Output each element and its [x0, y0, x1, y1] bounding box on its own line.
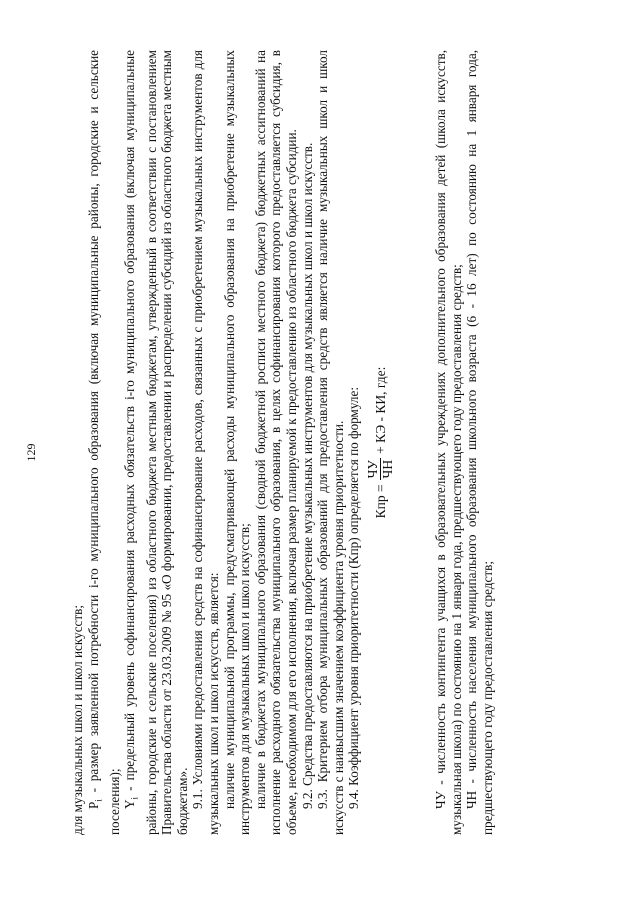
document-body	[70, 50, 495, 835]
page-number: 129	[24, 443, 38, 462]
paragraph-9-4: 9.4. Коэффициент уровня приоритетности (Кпр) определяется по формуле:	[346, 386, 362, 809]
formula	[366, 50, 395, 835]
formula-denominator: ЧН	[379, 459, 395, 479]
var-p-sub: i	[93, 799, 104, 802]
p-definition-text: - размер заявленной потребности i-го муниципального образования (включая муниципальные районы, городские и сельские поселения);	[85, 50, 122, 835]
paragraph-chn-definition: ЧН - численность населения муниципального образования школьного возраста (6 - 16 лет) по состоянию на 1 января года, предшествующего году предоставления средств;	[464, 50, 495, 835]
paragraph-chu-definition: ЧУ - численность контингента учащихся в образовательных учреждениях дополнительного образования детей (школа искусств, музыкальная школа) по состоянию на 1 января года, предшествующего году предоставления средств;	[432, 50, 464, 835]
formula-lhs: Кпр =	[372, 484, 388, 519]
paragraph-y-definition	[122, 50, 190, 835]
var-y: Y	[122, 799, 138, 809]
var-p: Р	[85, 801, 101, 809]
var-y-sub: i	[130, 796, 141, 800]
paragraph-9-2: 9.2. Средства предоставляются на приобретение музыкальных инструментов для музыкальных школ и школ искусств.	[299, 142, 315, 809]
paragraph-line-1: для музыкальных школ и школ искусств;	[70, 604, 85, 835]
paragraph-p-definition	[86, 50, 123, 835]
formula-rhs: + КЭ - КИ, где:	[372, 366, 388, 454]
paragraph-budget: наличие в бюджетах муниципального образования (сводной бюджетной росписи местного бюджета) бюджетных ассигнований на исполнение расходного обязательства муниципального образования, в целях софинансирования которого предоставляется субсидия, в объеме, необходимом для его исполнения, включая размер планируемой к предоставлению из областного бюджета субсидии.	[252, 50, 299, 835]
paragraph-9-1: 9.1. Условиями предоставления средств на софинансирование расходов, связанных с приобретением музыкальных инструментов для музыкальных школ и школ искусств, является:	[190, 50, 222, 835]
spacer	[401, 50, 433, 835]
y-definition-text: - предельный уровень софинансирования расходных обязательств i-го муниципального образования (включая муниципальные районы, городские и сельские поселения) из областного бюджета местным бюджетам, утвержденный в соответствии с постановлением Правительства области от 23.03.2009 № 95 «О формировании, предоставлении и распределении субсидий из областного бюджета местным бюджетам».	[122, 50, 190, 835]
paragraph-9-3: 9.3. Критерием отбора муниципальных образований для предоставления средств является наличие музыкальных школ и школ искусств с наивысшим значением коэффициента уровня приоритетности.	[315, 50, 346, 835]
formula-numerator: ЧУ	[364, 460, 380, 479]
formula-fraction	[366, 458, 395, 481]
paragraph-program: наличие муниципальной программы, предусматривающей расходы муниципального образования на приобретение музыкальных инструментов для музыкальных школ и школ искусств;	[221, 50, 253, 835]
